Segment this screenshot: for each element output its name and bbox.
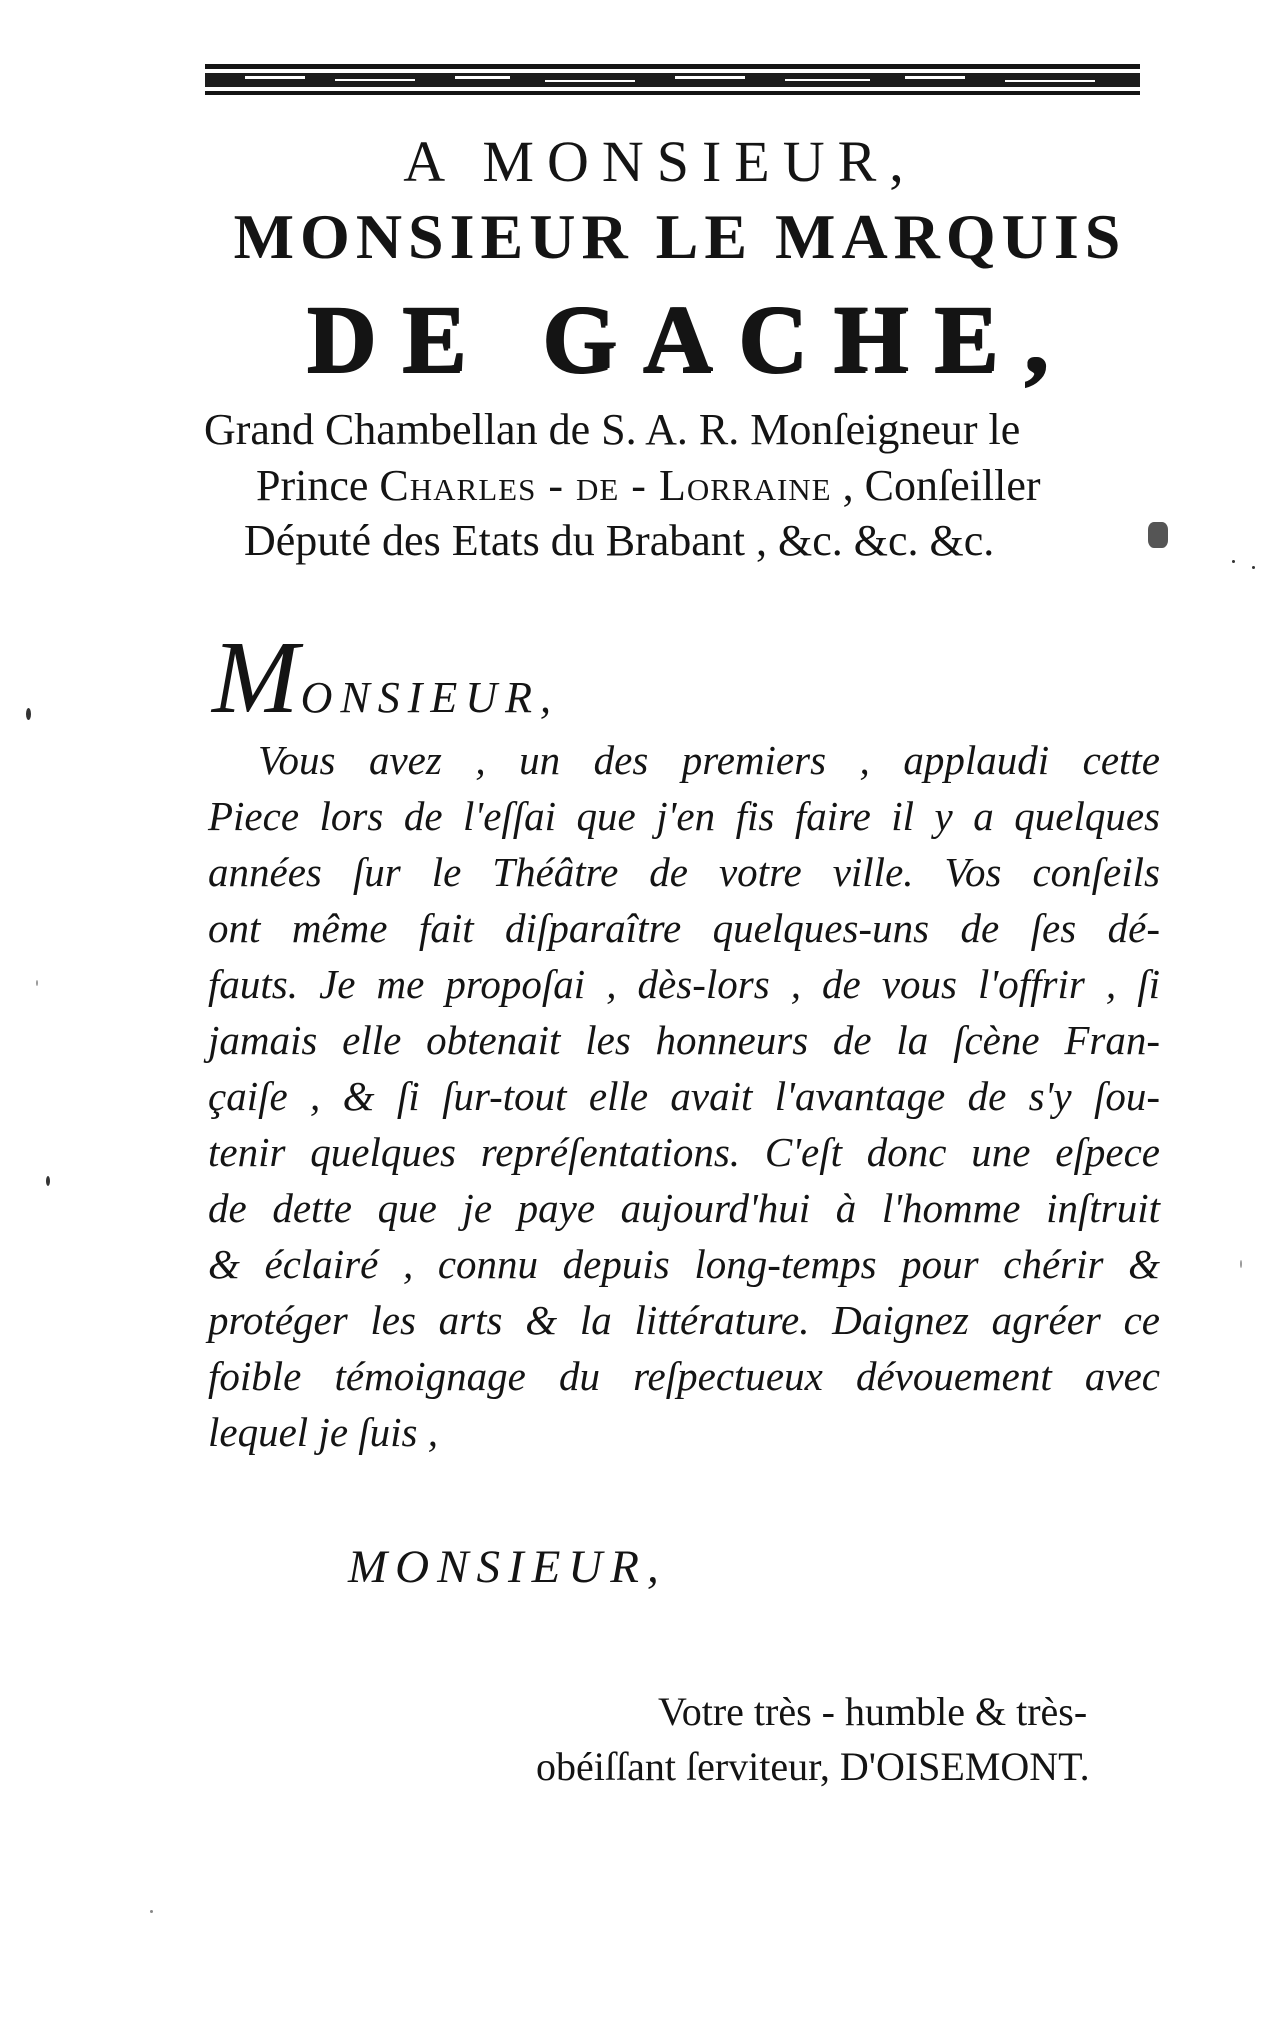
ornamental-head-rule <box>205 60 1140 100</box>
body-line: protéger les arts & la littérature. Daignez agréer ce <box>208 1297 1160 1343</box>
print-speck <box>46 1176 50 1186</box>
body-line: tenir quelques repréſentations. C'eſt donc une eſpece <box>208 1129 1160 1175</box>
body-line: Vous avez , un des premiers , applaudi cette <box>258 737 1160 783</box>
signature-line1: Votre très - humble & très- <box>658 1689 1088 1734</box>
body-line: de dette que je paye aujourd'hui à l'homme inſtruit <box>208 1185 1160 1231</box>
title-line2-prefix: Prince <box>256 461 380 510</box>
dedication-heading-line1: A MONSIEUR, <box>403 129 917 194</box>
body-line: foible témoignage du reſpectueux dévouement avec <box>208 1353 1160 1399</box>
body-line: ont même fait diſparaître quelques-uns de ſes dé- <box>208 905 1160 951</box>
print-speck <box>1240 1260 1242 1268</box>
body-line: fauts. Je me propoſai , dès-lors , de vous l'offrir , ſi <box>208 961 1160 1007</box>
body-line: jamais elle obtenait les honneurs de la ſcène Fran- <box>208 1017 1160 1063</box>
salutation <box>212 618 559 737</box>
body-line: années ſur le Théâtre de votre ville. Vos conſeils <box>208 849 1160 895</box>
salutation-initial: M <box>212 620 299 735</box>
title-line2-suffix: , Conſeiller <box>831 461 1041 510</box>
body-line: çaiſe , & ſi ſur-tout elle avait l'avantage de s'y ſou- <box>208 1073 1160 1119</box>
body-line: Piece lors de l'eſſai que j'en fis faire il y a quelques <box>208 793 1160 839</box>
body-line: & éclairé , connu depuis long-temps pour chérir & <box>208 1241 1160 1287</box>
print-speck <box>1148 522 1168 548</box>
title-line3: Député des Etats du Brabant , &c. &c. &c. <box>244 516 995 565</box>
title-line1: Grand Chambellan de S. A. R. Monſeigneur le <box>204 405 1021 454</box>
salutation-rest: ONSIEUR, <box>300 673 559 722</box>
signature-line2: obéiſſant ſerviteur, D'OISEMONT. <box>536 1744 1090 1789</box>
print-speck <box>36 980 38 986</box>
dedication-heading-line2: MONSIEUR LE MARQUIS <box>233 201 1127 272</box>
prince-name: Charles - de - Lorraine <box>379 461 832 510</box>
print-speck <box>1232 560 1235 563</box>
print-speck <box>26 708 31 720</box>
title-line2 <box>256 460 1041 511</box>
print-speck <box>1252 566 1255 569</box>
print-speck <box>150 1910 153 1913</box>
body-line: lequel je ſuis , <box>208 1409 439 1455</box>
closing-address: MONSIEUR, <box>348 1541 667 1593</box>
dedication-heading-name: DE GACHE, <box>306 285 1074 392</box>
